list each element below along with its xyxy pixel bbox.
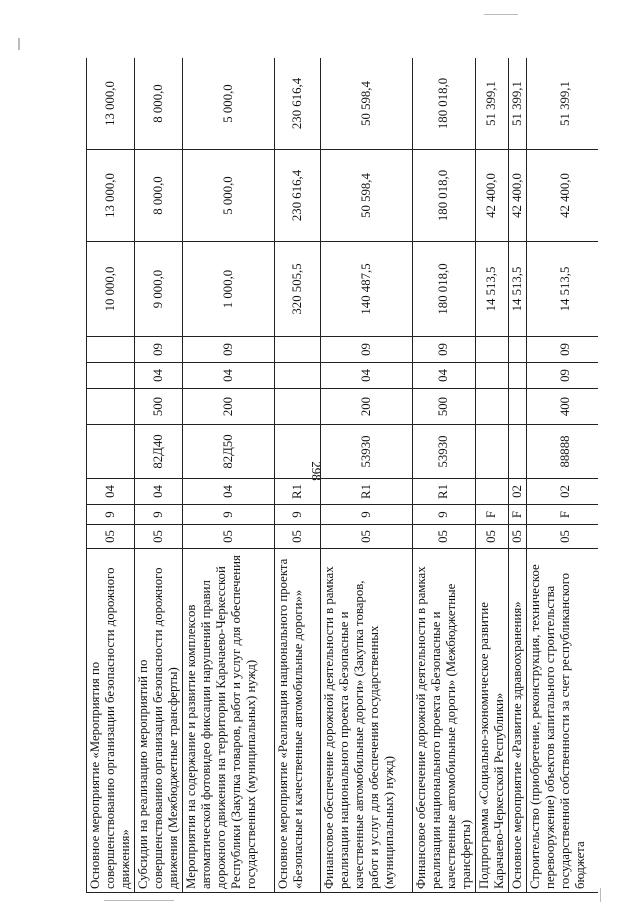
row-description: Строительство (приобретение, реконструкция, техническое перевооружение) объектов капитального строительства государственной собственности за счет республиканского бюджета (526, 549, 598, 893)
cell-subsection: 09 (320, 337, 412, 363)
cell-expense-type: 400 (526, 389, 598, 425)
cell-program: 05 (412, 525, 475, 549)
page-number: 298 (309, 461, 324, 481)
cell-program: 05 (274, 525, 320, 549)
cell-subprogram: 9 (87, 505, 135, 525)
table-row (508, 58, 526, 893)
cell-subprogram: F (508, 505, 526, 525)
row-description: Финансовое обеспечение дорожной деятельности в рамках реализации национального проекта «Безопасные и качественные автомобильные дороги» (Межбюджетные трансферты) (412, 549, 475, 893)
row-description: Основное мероприятие «Реализация национального проекта «Безопасные и качественные автомобильные дороги»» (274, 549, 320, 893)
cell-section (87, 363, 135, 389)
cell-expense-type (475, 389, 508, 425)
cell-expense-type: 200 (320, 389, 412, 425)
budget-table (86, 58, 598, 893)
cell-expense-type: 500 (412, 389, 475, 425)
row-description: Субсидии на реализацию мероприятий по совершенствованию организации безопасности дорожного движения (Межбюджетные трансферты) (134, 549, 182, 893)
cell-amount-3: 13 000,0 (87, 58, 135, 150)
cell-amount-2: 42 400,0 (508, 150, 526, 242)
row-description: Подпрограмма «Социально-экономическое развитие Карачаево-Черкесской Республики» (475, 549, 508, 893)
cell-program: 05 (508, 525, 526, 549)
cell-main-event: 04 (182, 479, 274, 505)
cell-section (475, 363, 508, 389)
cell-amount-1: 9 000,0 (134, 242, 182, 337)
table-row (320, 58, 412, 893)
cell-amount-3: 51 399,1 (526, 58, 598, 150)
cell-subsection (87, 337, 135, 363)
cell-program: 05 (526, 525, 598, 549)
cell-direction: 88888 (526, 425, 598, 479)
cell-direction: 53930 (412, 425, 475, 479)
cell-amount-2: 5 000,0 (182, 150, 274, 242)
cell-main-event: R1 (274, 479, 320, 505)
cell-section (274, 363, 320, 389)
cell-amount-2: 230 616,4 (274, 150, 320, 242)
cell-amount-1: 10 000,0 (87, 242, 135, 337)
cell-main-event: 02 (508, 479, 526, 505)
cell-main-event: 02 (526, 479, 598, 505)
cell-direction (87, 425, 135, 479)
cell-subsection: 09 (134, 337, 182, 363)
cell-amount-3: 5 000,0 (182, 58, 274, 150)
table-row (274, 58, 320, 893)
cell-subprogram: 9 (274, 505, 320, 525)
budget-table-frame (86, 58, 598, 893)
table-row (134, 58, 182, 893)
scan-artifact-bottom-right (600, 888, 601, 902)
cell-amount-1: 180 018,0 (412, 242, 475, 337)
cell-direction: 82Д50 (182, 425, 274, 479)
cell-amount-2: 13 000,0 (87, 150, 135, 242)
cell-expense-type: 500 (134, 389, 182, 425)
cell-subsection (274, 337, 320, 363)
cell-amount-2: 50 598,4 (320, 150, 412, 242)
cell-amount-3: 51 399,1 (475, 58, 508, 150)
cell-subprogram: 9 (182, 505, 274, 525)
table-row (87, 58, 135, 893)
row-description: Основное мероприятие «Мероприятия по совершенствованию организации безопасности дорожного движения» (87, 549, 135, 893)
table-row (526, 58, 598, 893)
cell-amount-1: 320 505,5 (274, 242, 320, 337)
cell-section (508, 363, 526, 389)
cell-direction (475, 425, 508, 479)
cell-main-event: R1 (320, 479, 412, 505)
table-row (475, 58, 508, 893)
cell-subprogram: 9 (320, 505, 412, 525)
cell-direction (508, 425, 526, 479)
cell-expense-type: 200 (182, 389, 274, 425)
cell-amount-1: 1 000,0 (182, 242, 274, 337)
cell-amount-2: 8 000,0 (134, 150, 182, 242)
cell-main-event: 04 (87, 479, 135, 505)
cell-program: 05 (134, 525, 182, 549)
cell-subprogram: F (526, 505, 598, 525)
table-row (182, 58, 274, 893)
cell-subprogram: F (475, 505, 508, 525)
cell-amount-1: 14 513,5 (526, 242, 598, 337)
cell-section: 09 (526, 363, 598, 389)
cell-section: 04 (182, 363, 274, 389)
cell-expense-type (508, 389, 526, 425)
cell-amount-3: 8 000,0 (134, 58, 182, 150)
scan-artifact-bottom-left (104, 900, 174, 901)
cell-section: 04 (320, 363, 412, 389)
cell-direction: 82Д40 (134, 425, 182, 479)
cell-section: 04 (134, 363, 182, 389)
cell-amount-3: 50 598,4 (320, 58, 412, 150)
cell-direction: 53930 (320, 425, 412, 479)
row-description: Финансовое обеспечение дорожной деятельности в рамках реализации национального проекта «Безопасные и качественные автомобильные дороги» (Закупка товаров, работ и услуг для обеспечения государственных (муниципальных) нужд) (320, 549, 412, 893)
row-description: Основное мероприятие «Развитие здравоохранения» (508, 549, 526, 893)
cell-amount-2: 42 400,0 (475, 150, 508, 242)
cell-amount-1: 140 487,5 (320, 242, 412, 337)
cell-subsection: 09 (182, 337, 274, 363)
cell-expense-type (274, 389, 320, 425)
cell-subsection (508, 337, 526, 363)
cell-program: 05 (87, 525, 135, 549)
cell-amount-3: 180 018,0 (412, 58, 475, 150)
cell-expense-type (87, 389, 135, 425)
cell-program: 05 (320, 525, 412, 549)
cell-amount-1: 14 513,5 (475, 242, 508, 337)
cell-main-event (475, 479, 508, 505)
cell-amount-3: 51 399,1 (508, 58, 526, 150)
cell-subsection (475, 337, 508, 363)
cell-subsection: 09 (526, 337, 598, 363)
scan-artifact-top-right (484, 14, 518, 15)
cell-amount-2: 42 400,0 (526, 150, 598, 242)
cell-program: 05 (475, 525, 508, 549)
scan-artifact-top-edge (18, 38, 20, 50)
cell-amount-2: 180 018,0 (412, 150, 475, 242)
table-row (412, 58, 475, 893)
cell-subsection: 09 (412, 337, 475, 363)
row-description: Мероприятия на содержание и развитие комплексов автоматической фотовидео фиксации нарушений правил дорожного движения на территории Карачаево-Черкесской Республики (Закупка товаров, работ и услуг для обеспечения государственных (муниципальных) нужд) (182, 549, 274, 893)
cell-amount-1: 14 513,5 (508, 242, 526, 337)
cell-direction (274, 425, 320, 479)
cell-main-event: 04 (134, 479, 182, 505)
cell-amount-3: 230 616,4 (274, 58, 320, 150)
cell-subprogram: 9 (134, 505, 182, 525)
cell-subprogram: 9 (412, 505, 475, 525)
budget-table-container (86, 58, 598, 893)
cell-section: 04 (412, 363, 475, 389)
cell-main-event: R1 (412, 479, 475, 505)
cell-program: 05 (182, 525, 274, 549)
